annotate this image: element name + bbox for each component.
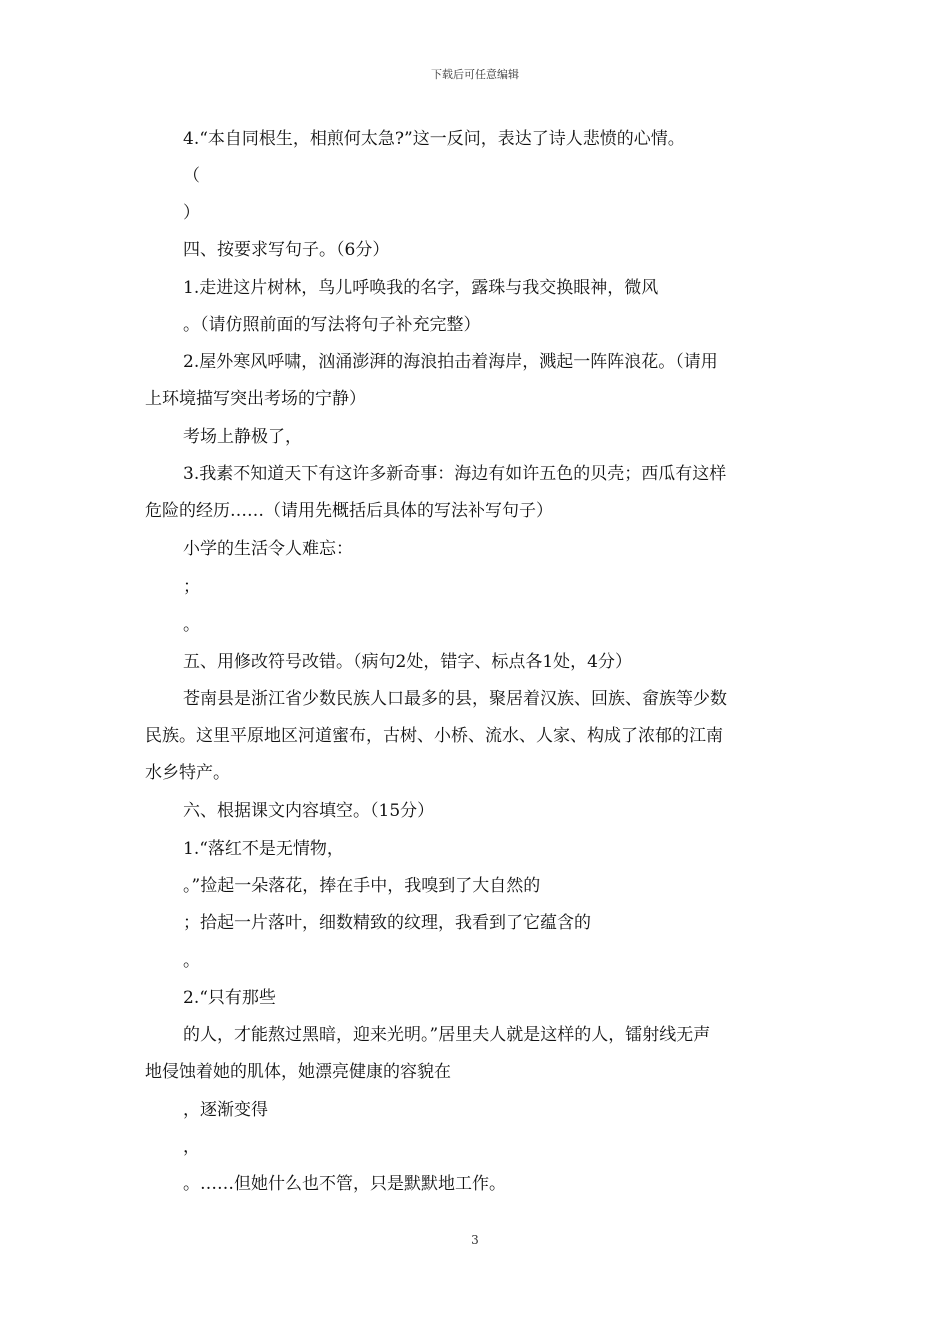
page-header: 下载后可任意编辑 <box>431 68 519 81</box>
text-line: 1.“落红不是无情物， <box>183 839 344 859</box>
text-line: （ <box>183 166 200 186</box>
section-heading: 四、按要求写句子。（6分） <box>183 240 390 260</box>
text-line: ） <box>183 203 200 223</box>
text-line: 考场上静极了， <box>183 427 302 447</box>
text-line: ，逐渐变得 <box>183 1100 268 1120</box>
text-line: 水乡特产。 <box>145 763 230 783</box>
text-line: 1.走进这片树林，鸟儿呼唤我的名字，露珠与我交换眼神，微风 <box>183 278 659 298</box>
text-line: 民族。这里平原地区河道蜜布，古树、小桥、流水、人家、构成了浓郁的江南 <box>145 726 723 746</box>
text-line: 。 <box>183 951 200 971</box>
page-number: 3 <box>471 1233 479 1247</box>
text-line: 地侵蚀着她的肌体，她漂亮健康的容貌在 <box>145 1062 451 1082</box>
text-line: 。”捡起一朵落花，捧在手中，我嗅到了大自然的 <box>183 876 541 896</box>
text-line: ， <box>183 1137 200 1157</box>
text-line: 危险的经历……（请用先概括后具体的写法补写句子） <box>145 501 553 521</box>
text-line: ； <box>183 577 200 597</box>
text-line: 。 <box>183 615 200 635</box>
text-line: 2.“只有那些 <box>183 988 276 1008</box>
text-line: 2.屋外寒风呼啸，汹涌澎湃的海浪拍击着海岸，溅起一阵阵浪花。（请用 <box>183 352 718 372</box>
section-heading: 五、用修改符号改错。（病句2处，错字、标点各1处，4分） <box>183 652 632 672</box>
text-line: 3.我素不知道天下有这许多新奇事：海边有如许五色的贝壳；西瓜有这样 <box>183 464 727 484</box>
text-line: 苍南县是浙江省少数民族人口最多的县，聚居着汉族、回族、畲族等少数 <box>183 689 727 709</box>
text-line: 4.“本自同根生，相煎何太急?”这一反问，表达了诗人悲愤的心情。 <box>183 129 685 149</box>
section-heading: 六、根据课文内容填空。（15分） <box>183 801 435 821</box>
text-line: 的人，才能熬过黑暗，迎来光明。”居里夫人就是这样的人，镭射线无声 <box>183 1025 711 1045</box>
text-line: 。……但她什么也不管，只是默默地工作。 <box>183 1174 506 1194</box>
text-line: 。（请仿照前面的写法将句子补充完整） <box>183 315 481 335</box>
text-line: 上环境描写突出考场的宁静） <box>145 389 366 409</box>
text-line: ；拾起一片落叶，细数精致的纹理，我看到了它蕴含的 <box>183 913 591 933</box>
text-line: 小学的生活令人难忘： <box>183 539 353 559</box>
